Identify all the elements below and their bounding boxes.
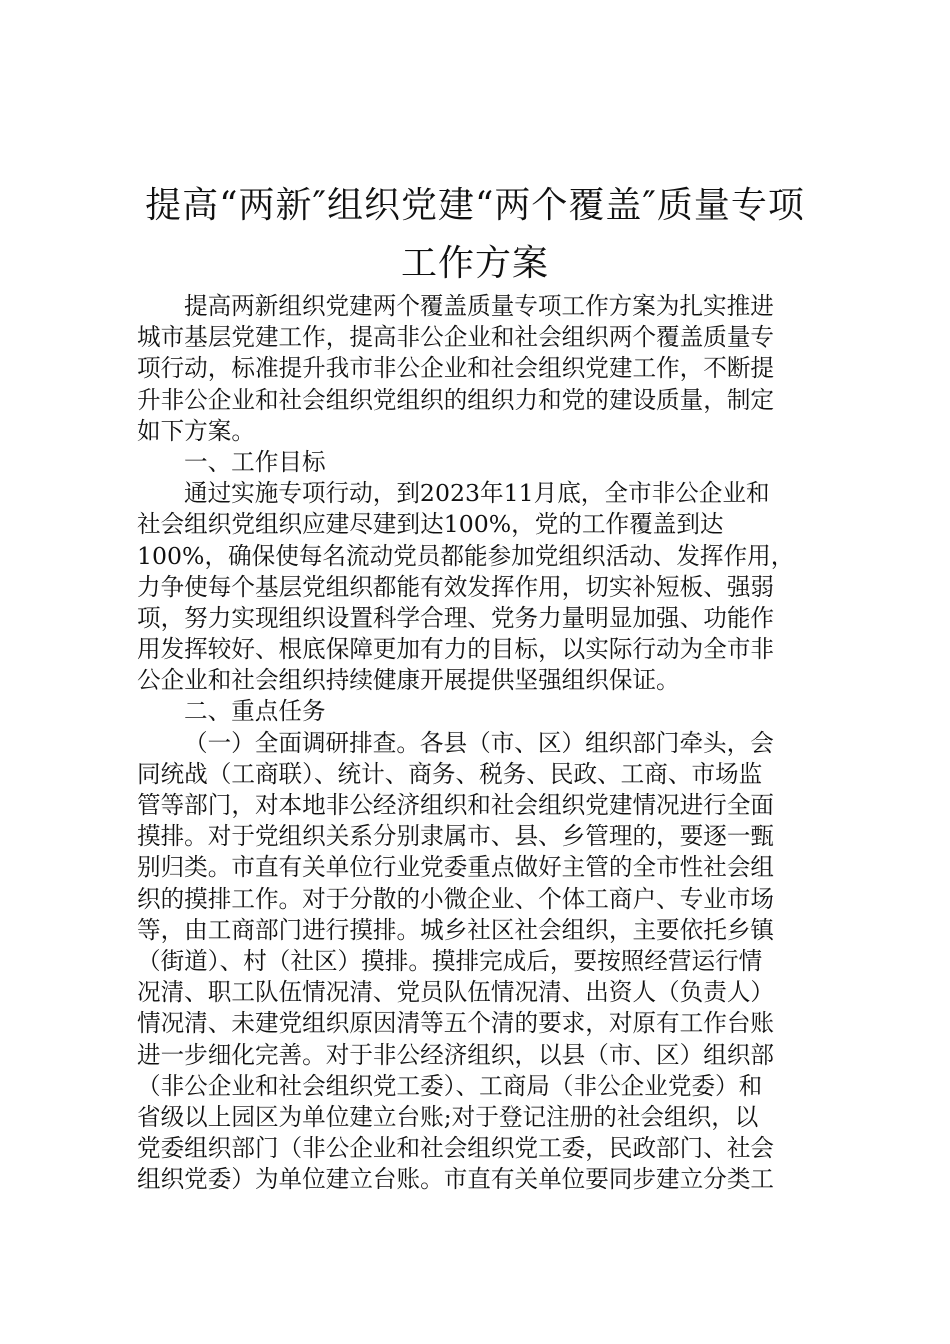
body-line: 提高两新组织党建两个覆盖质量专项工作方案为扎实推进	[184, 292, 774, 320]
body-line: 同统战（工商联）、统计、商务、税务、民政、工商、市场监	[137, 759, 763, 788]
body-line: 社会组织党组织应建尽建到达100%，党的工作覆盖到达	[137, 510, 724, 539]
body-line: 况清、职工队伍情况清、党员队伍情况清、出资人（负责人）	[137, 978, 775, 1007]
body-line: （一）全面调研排查。各县（市、区）组织部门牵头，会	[184, 728, 774, 757]
body-line: 如下方案。	[137, 416, 255, 445]
section-heading-key-tasks: 二、重点任务	[184, 697, 326, 726]
body-line: 摸排。对于党组织关系分别隶属市、县、乡管理的，要逐一甄	[137, 822, 775, 851]
body-line: 省级以上园区为单位建立台账;对于登记注册的社会组织，以	[137, 1102, 759, 1131]
body-line: 力争使每个基层党组织都能有效发挥作用，切实补短板、强弱	[137, 572, 775, 601]
section-heading-work-goals: 一、工作目标	[184, 447, 326, 476]
body-line: 管等部门，对本地非公经济组织和社会组织党建情况进行全面	[137, 791, 775, 819]
body-line: （街道）、村（社区）摸排。摸排完成后，要按照经营运行情	[137, 946, 763, 975]
body-line: 公企业和社会组织持续健康开展提供坚强组织保证。	[137, 666, 680, 695]
document-title-line-2: 工作方案	[400, 243, 549, 284]
body-line: 项，努力实现组织设置科学合理、党务力量明显加强、功能作	[137, 603, 775, 632]
body-line: （非公企业和社会组织党工委）、工商局（非公企业党委）和	[137, 1071, 763, 1100]
document-title-line-1: 提高“两新″组织党建“两个覆盖″质量专项	[145, 185, 805, 226]
body-line: 城市基层党建工作，提高非公企业和社会组织两个覆盖质量专	[137, 323, 775, 352]
body-line: 通过实施专项行动，到2023年11月底，全市非公企业和	[184, 479, 770, 508]
body-line: 情况清、未建党组织原因清等五个清的要求，对原有工作台账	[137, 1009, 775, 1038]
body-line: 党委组织部门（非公企业和社会组织党工委，民政部门、社会	[137, 1134, 775, 1163]
body-line: 用发挥较好、根底保障更加有力的目标，以实际行动为全市非	[137, 635, 775, 664]
body-line: 100%，确保使每名流动党员都能参加党组织活动、发挥作用，	[137, 541, 795, 570]
document-body	[137, 291, 827, 1195]
body-line: 等，由工商部门进行摸排。城乡社区社会组织，主要依托乡镇	[137, 915, 775, 944]
body-line: 项行动，标准提升我市非公企业和社会组织党建工作，不断提	[137, 354, 775, 383]
body-line: 织的摸排工作。对于分散的小微企业、个体工商户、专业市场	[137, 884, 775, 913]
body-line: 组织党委）为单位建立台账。市直有关单位要同步建立分类工	[137, 1165, 775, 1194]
body-line: 升非公企业和社会组织党组织的组织力和党的建设质量，制定	[137, 385, 775, 414]
body-line: 别归类。市直有关单位行业党委重点做好主管的全市性社会组	[137, 853, 775, 882]
body-line: 进一步细化完善。对于非公经济组织，以县（市、区）组织部	[137, 1040, 775, 1069]
